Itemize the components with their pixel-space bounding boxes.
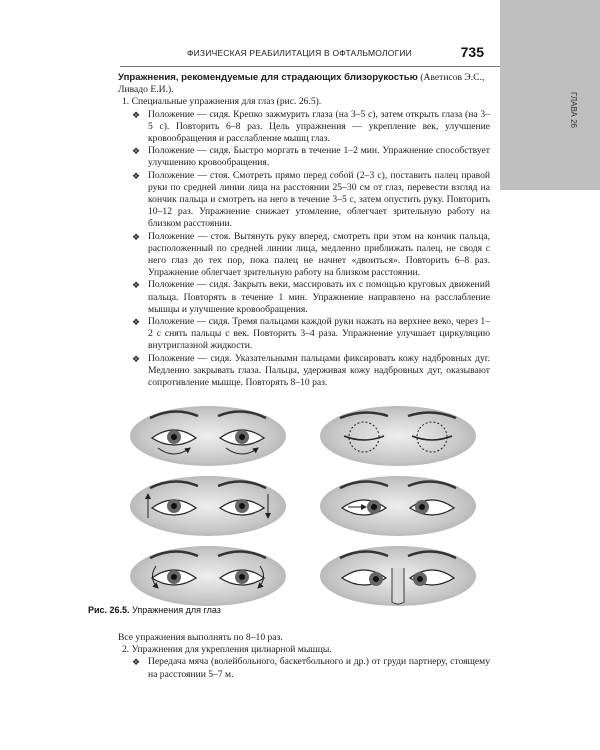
list-item-text: Положение — сидя. Тремя пальцами каждой руки нажать на верхнее веко, через 1–2 с снять пальцы с век. Повторить 3–4 раза. Упражнение улучшает циркуляцию внутриглазной жидкости. xyxy=(148,316,490,352)
diamond-bullet-icon: ❖ xyxy=(132,353,141,364)
eye-illustration-convergence xyxy=(318,544,478,608)
figure-caption-text: Упражнения для глаз xyxy=(132,605,221,615)
chapter-side-tab xyxy=(500,0,600,190)
diamond-bullet-icon: ❖ xyxy=(132,170,141,181)
page-number: 735 xyxy=(460,44,484,60)
figure-label: Рис. 26.5. xyxy=(88,605,130,615)
list-item xyxy=(132,145,490,169)
eye-exercises-figure xyxy=(118,402,490,612)
eye-illustration-rotation xyxy=(128,544,288,608)
list-item-text: Положение — сидя. Быстро моргать в течение 1–2 мин. Упражнение способствует улучшению кровообращения. xyxy=(148,145,490,169)
running-header xyxy=(0,44,500,66)
list-item xyxy=(132,231,490,280)
diamond-bullet-icon: ❖ xyxy=(132,231,141,242)
section-authors: (Аветисов Э.С., Ливадо Е.И.). xyxy=(118,72,485,96)
section-heading xyxy=(118,72,490,96)
list-item-text: Положение — сидя. Крепко зажмурить глаза (на 3–5 с), затем открыть глаза (на 3–5 с). Повторить 6–8 раз. Цель упражнения — укрепление век, улучшение кровообращения и расслабление мышц глаз. xyxy=(148,108,490,145)
eye-illustration-vertical xyxy=(128,474,288,538)
paragraph: Все упражнения выполнять по 8–10 раз. xyxy=(118,632,283,643)
list-item-text: Положение — сидя. Закрыть веки, массировать их с помощью круговых движений пальца. Повторять в течение 1 мин. Упражнение направлено на расслабление мышцы и улучшение кровообращения. xyxy=(148,279,490,315)
list-item xyxy=(132,170,490,231)
diamond-bullet-icon: ❖ xyxy=(132,317,141,328)
numbered-item-1: 1. Специальные упражнения для глаз (рис. 26.5). xyxy=(122,96,322,108)
list-item-text: Положение — стоя. Вытянуть руку вперед, смотреть при этом на кончик пальца, расположенный по средней линии лица, медленно приближать палец, не сводя с него глаз до тех пор, пока палец не начнет «двоиться». Повторить 6–8 раз. Упражнение облегчает зрительную работу на близком расстоянии. xyxy=(148,230,490,279)
list-item xyxy=(132,316,490,353)
eye-illustration-massage xyxy=(318,404,478,468)
header-rule xyxy=(120,66,500,67)
figure-caption xyxy=(88,605,221,615)
list-item-text: Передача мяча (волейбольного, баскетбольного и др.) от груди партнеру, стоящему на расстоянии 5–7 м. xyxy=(148,656,490,680)
diamond-bullet-icon: ❖ xyxy=(132,146,141,157)
list-item-text: Положение — сидя. Указательными пальцами фиксировать кожу надбровных дуг. Медленно закрывать глаза. Пальцы, удерживая кожу надбровных дуг, оказывают сопротивление мышце. Повторять 8–10 раз. xyxy=(148,352,490,389)
list-item xyxy=(132,656,490,680)
exercise-list xyxy=(118,72,490,389)
list-item xyxy=(132,109,490,146)
diamond-bullet-icon: ❖ xyxy=(132,109,141,120)
list-item-text: Положение — стоя. Смотреть прямо перед собой (2–3 с), поставить палец правой руки по средней линии лица на расстоянии 25–30 см от глаз, перевести взгляд на кончик пальца и смотреть на него в течение 3–5 с, затем опустить руку. Повторить 10–12 раз. Упражнение снижает утомление, облегчает зрительную работу на близком расстоянии. xyxy=(148,169,490,230)
continuation-text xyxy=(118,632,490,681)
numbered-item-2: 2. Упражнения для укрепления цилиарной мышцы. xyxy=(122,644,332,656)
chapter-label: ГЛАВА 26 xyxy=(569,92,578,128)
diamond-bullet-icon: ❖ xyxy=(132,280,141,291)
running-header-title: ФИЗИЧЕСКАЯ РЕАБИЛИТАЦИЯ В ОФТАЛЬМОЛОГИИ xyxy=(186,48,412,58)
eye-illustration-circular xyxy=(128,404,288,468)
eye-illustration-side-gaze xyxy=(318,474,478,538)
list-item xyxy=(132,353,490,390)
diamond-bullet-icon: ❖ xyxy=(132,657,141,668)
section-title: Упражнения, рекомендуемые для страдающих близорукостью xyxy=(118,72,418,83)
list-item xyxy=(132,279,490,316)
